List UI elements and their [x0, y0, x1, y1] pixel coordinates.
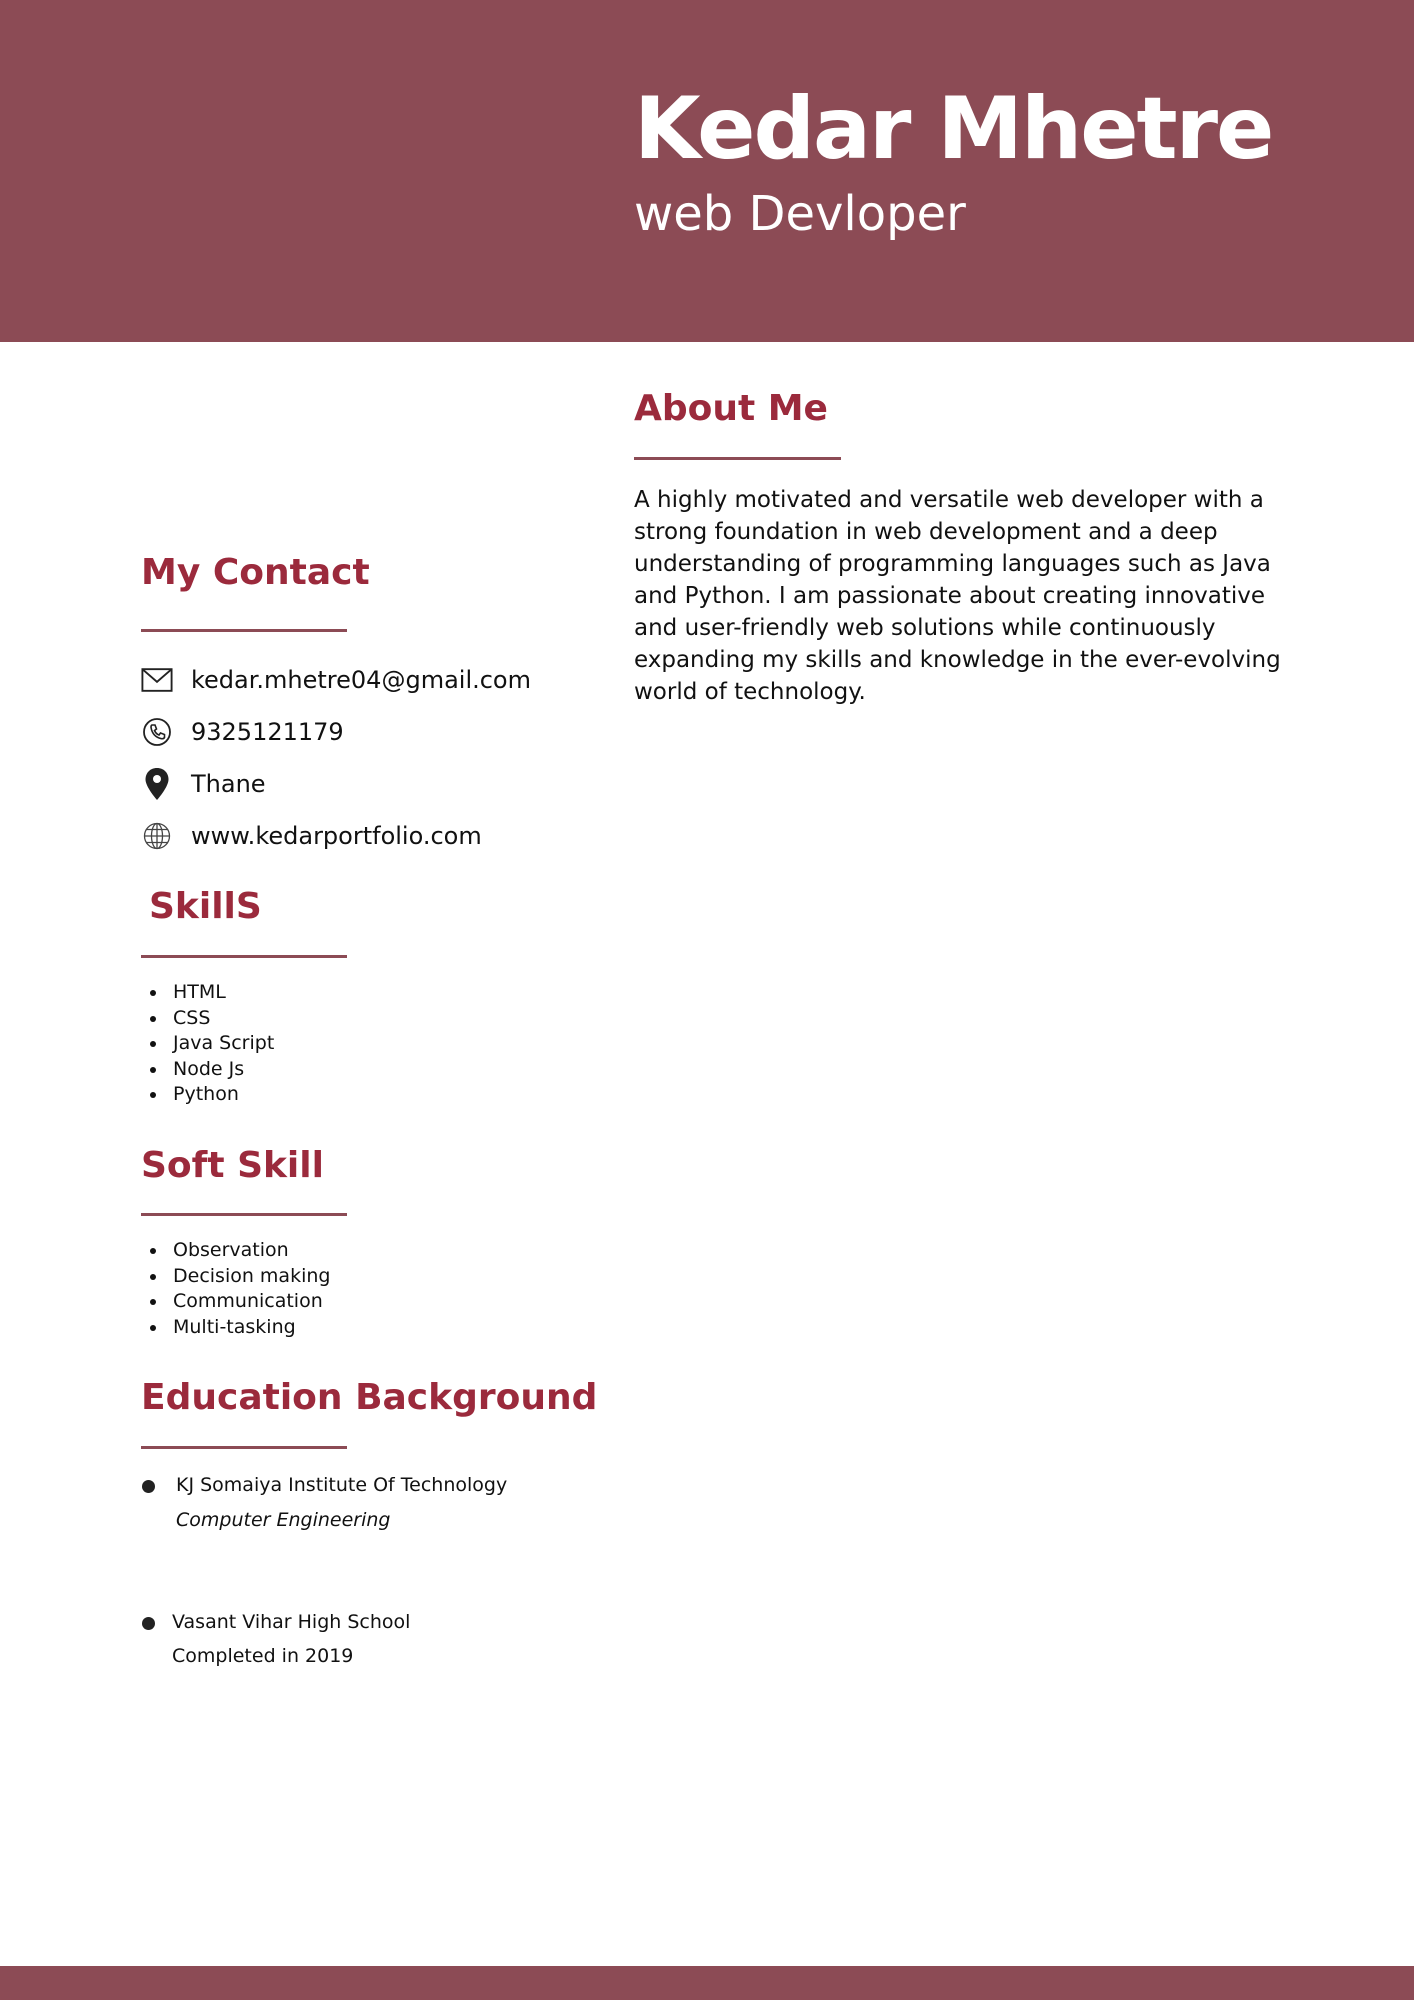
bullet-icon: [150, 1067, 156, 1073]
bullet-icon: [150, 990, 156, 996]
bullet-icon: [150, 1274, 156, 1280]
contact-website-row[interactable]: [141, 820, 482, 852]
soft-skill-list: [141, 1238, 330, 1340]
list-item: Observation: [141, 1238, 330, 1264]
contact-location-row: [141, 768, 266, 800]
list-item: CSS: [141, 1006, 274, 1032]
skills-list: [141, 980, 274, 1108]
education-school: KJ Somaiya Institute Of Technology: [176, 1474, 508, 1496]
contact-title: My Contact: [141, 552, 370, 593]
person-name: Kedar Mhetre: [634, 79, 1273, 179]
bullet-icon: [142, 1480, 155, 1493]
bullet-icon: [150, 1092, 156, 1098]
bullet-icon: [142, 1617, 155, 1630]
about-title: About Me: [634, 388, 828, 429]
contact-divider: [141, 629, 347, 632]
phone-icon: [141, 716, 173, 748]
bullet-icon: [150, 1041, 156, 1047]
contact-email[interactable]: kedar.mhetre04@gmail.com: [191, 666, 531, 694]
contact-phone[interactable]: 9325121179: [191, 718, 344, 746]
location-pin-icon: [141, 768, 173, 800]
contact-email-row[interactable]: [141, 664, 531, 696]
list-item: Node Js: [141, 1057, 274, 1083]
job-title: web Devloper: [634, 186, 966, 242]
skills-title: SkillS: [149, 886, 262, 927]
list-item: Decision making: [141, 1264, 330, 1290]
soft-skill-title: Soft Skill: [141, 1145, 324, 1186]
education-title: Education Background: [141, 1377, 598, 1418]
about-text: A highly motivated and versatile web developer with a strong foundation in web development and a deep understanding of programming languages such as Java and Python. I am passionate about creating innovative and user-friendly web solutions while continuously expanding my skills and knowledge in the ever-evolving world of technology.: [634, 487, 1281, 705]
list-item: Communication: [141, 1289, 330, 1315]
contact-phone-row[interactable]: [141, 716, 344, 748]
about-divider: [634, 457, 841, 460]
education-divider: [141, 1446, 347, 1449]
list-item: Multi-tasking: [141, 1315, 330, 1341]
list-item: Java Script: [141, 1031, 274, 1057]
skills-divider: [141, 955, 347, 958]
bullet-icon: [150, 1248, 156, 1254]
list-item: HTML: [141, 980, 274, 1006]
contact-website[interactable]: www.kedarportfolio.com: [191, 822, 482, 850]
bullet-icon: [150, 1016, 156, 1022]
contact-location: Thane: [191, 770, 266, 798]
education-detail: Completed in 2019: [172, 1645, 354, 1667]
education-school: Vasant Vihar High School: [172, 1611, 411, 1633]
envelope-icon: [141, 664, 173, 696]
bullet-icon: [150, 1325, 156, 1331]
soft-skill-divider: [141, 1213, 347, 1216]
globe-icon: [141, 820, 173, 852]
list-item: Python: [141, 1082, 274, 1108]
header-banner: [0, 0, 1414, 342]
footer-bar: [0, 1966, 1414, 2000]
education-detail: Computer Engineering: [176, 1509, 391, 1531]
bullet-icon: [150, 1299, 156, 1305]
